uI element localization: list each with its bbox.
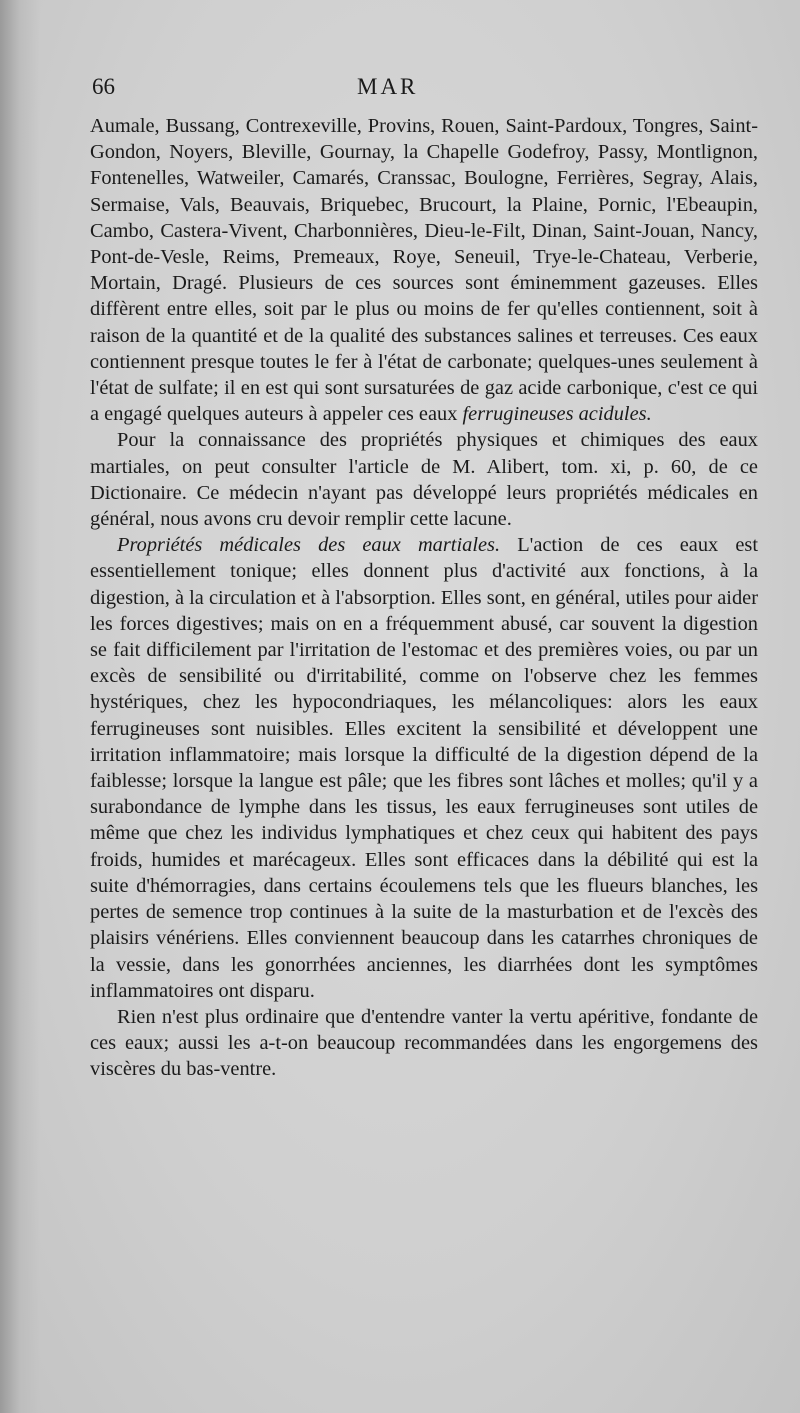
paragraph-medical-properties (90, 532, 758, 1004)
italic-term: ferrugineuses acidules. (462, 403, 652, 426)
paragraph-aperitive-virtue (90, 1004, 758, 1083)
page-spine-shadow (0, 0, 40, 1413)
section-heading: Propriétés médicales des eaux martiales. (117, 534, 501, 557)
paragraph-text: Aumale, Bussang, Contrexeville, Provins, Rouen, Saint-Pardoux, Tongres, Saint-Gondon, Noyers, Bleville, Gournay, la Chapelle Godefroy, Passy, Montlignon, Fontenelles, Watweiler, Camarés, Cranssac, Boulogne, Ferrières, Segray, Alais, Sermaise, Vals, Beauvais, Briquebec, Brucourt, la Plaine, Pornic, l'Ebeaupin, Cambo, Castera-Vivent, Charbonnières, Dieu-le-Filt, Dinan, Saint-Jouan, Nancy, Pont-de-Vesle, Reims, Premeaux, Roye, Seneuil, Trye-le-Chateau, Verberie, Mortain, Dragé. Plusieurs de ces sources sont éminemment gazeuses. Elles diffèrent entre elles, soit par le plus ou moins de fer qu'elles contiennent, soit à raison de la quantité et de la qualité des substances salines et terreuses. Ces eaux contiennent presque toutes le fer à l'état de carbonate; quelques-unes seulement à l'état de sulfate; il en est qui sont sursaturées de gaz acide carbonique, c'est ce qui a engagé quelques auteurs à appeler ces eaux (90, 115, 758, 426)
running-head: MAR (357, 74, 419, 99)
page-header (92, 74, 762, 108)
paragraph-text: Pour la connaissance des propriétés physiques et chimiques des eaux martiales, on peut consulter l'article de M. Alibert, tom. xi, p. 60, de ce Dictionaire. Ce médecin n'ayant pas développé leurs propriétés médicales en général, nous avons cru devoir remplir cette lacune. (90, 429, 758, 531)
paragraph-properties-reference (90, 427, 758, 532)
body-text (90, 113, 758, 1083)
page-number: 66 (92, 74, 115, 99)
paragraph-mineral-springs (90, 113, 758, 427)
paragraph-text: Rien n'est plus ordinaire que d'entendre vanter la vertu apéritive, fondante de ces eaux; aussi les a-t-on beaucoup recommandées dans les engorgemens des viscères du bas-ventre. (90, 1005, 758, 1081)
paragraph-text: L'action de ces eaux est essentiellement tonique; elles donnent plus d'activité aux fonctions, à la digestion, à la circulation et à l'absorption. Elles sont, en général, utiles pour aider les forces digestives; mais on en a fréquemment abusé, car souvent la digestion se fait difficilement par l'irritation de l'estomac et des premières voies, ou par un excès de sensibilité ou d'irritabilité, comme on l'observe chez les femmes hystériques, chez les hypocondriaques, les mélancoliques: alors les eaux ferrugineuses sont nuisibles. Elles excitent la sensibilité et développent une irritation inflammatoire; mais lorsque la difficulté de la digestion dépend de la faiblesse; lorsque la langue est pâle; que les fibres sont lâches et molles; qu'il y a surabondance de lymphe dans les tissus, les eaux ferrugineuses sont utiles de même que chez les individus lymphatiques et chez ceux qui habitent des pays froids, humides et marécageux. Elles sont efficaces dans la débilité qui est la suite d'hémorragies, dans certains écoulemens tels que les flueurs blanches, les pertes de semence trop continues à la suite de la masturbation et de l'excès des plaisirs vénériens. Elles conviennent beaucoup dans les catarrhes chroniques de la vessie, dans les gonorrhées anciennes, les diarrhées dont les symptômes inflammatoires ont disparu. (90, 534, 758, 1002)
